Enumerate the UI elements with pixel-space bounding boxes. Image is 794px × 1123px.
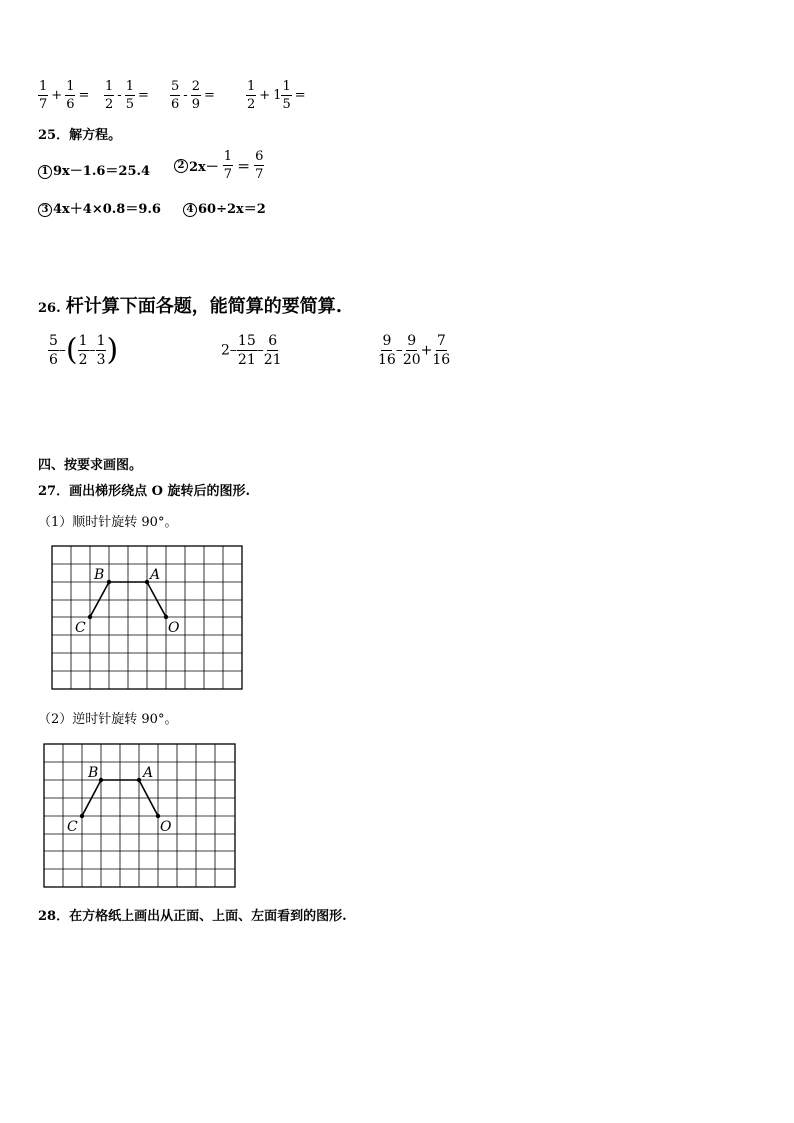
label-c: C xyxy=(75,620,86,636)
fraction: $\frac{5}{6}$ xyxy=(171,79,180,112)
point-b xyxy=(99,778,103,782)
grid-figure-2 xyxy=(34,736,246,892)
question-27-part-2: （2）逆时针旋转 90°。 xyxy=(38,712,178,727)
calc-expr-3: $\frac{9}{16}$ – $\frac{9}{20}$ + $\frac{7}{16}$ xyxy=(378,333,451,368)
label-b: B xyxy=(94,567,105,583)
equation-4: 4 60÷2x＝2 xyxy=(183,198,266,217)
calc-expr-2: 2– $\frac{15}{21}$ – $\frac{6}{21}$ xyxy=(221,333,282,368)
point-c xyxy=(80,814,84,818)
fraction: $\frac{15}{21}$ xyxy=(237,333,256,368)
question-27-part-1: （1）顺时针旋转 90°。 xyxy=(38,515,178,530)
label-a: A xyxy=(150,567,161,583)
fraction: $\frac{1}{2}$ xyxy=(105,79,114,112)
fraction: $\frac{5}{6}$ xyxy=(49,333,58,368)
fraction-expr-2: $\frac{1}{2}$ - $\frac{1}{5}$ = xyxy=(105,79,149,112)
point-a xyxy=(145,580,149,584)
label-c: C xyxy=(67,819,78,835)
section-4-title: 四、按要求画图。 xyxy=(38,458,143,473)
question-28-title: 28．在方格纸上画出从正面、上面、左面看到的图形. xyxy=(38,909,347,924)
fraction: $\frac{2}{9}$ xyxy=(191,79,200,112)
fraction-expr-1: $\frac{1}{7}$ + $\frac{1}{6}$ = xyxy=(39,79,90,112)
fraction: $\frac{1}{2}$ xyxy=(247,79,256,112)
fraction: $\frac{1}{7}$ xyxy=(39,79,48,112)
label-b: B xyxy=(88,765,99,781)
equation-3: 3 4x＋4×0.8＝9.6 xyxy=(38,198,161,217)
fraction: $\frac{1}{5}$ xyxy=(282,79,291,112)
point-a xyxy=(137,778,141,782)
label-o: O xyxy=(160,819,172,835)
fraction-expr-4: $\frac{1}{2}$ + 1 $\frac{1}{5}$ = xyxy=(247,79,306,112)
question-27-title: 27．画出梯形绕点 O 旋转后的图形. xyxy=(38,484,250,499)
equation-2: 2 2x－ $\frac{1}{7}$ ＝ $\frac{6}{7}$ xyxy=(174,150,264,181)
point-o xyxy=(156,814,160,818)
fraction: $\frac{1}{6}$ xyxy=(66,79,75,112)
label-o: O xyxy=(168,620,180,636)
fraction: $\frac{1}{2}$ xyxy=(78,333,88,368)
fraction-row xyxy=(38,80,338,112)
grid-figure-1 xyxy=(40,538,252,694)
label-a: A xyxy=(143,765,154,781)
grid-lines xyxy=(44,744,235,887)
fraction: $\frac{9}{20}$ xyxy=(402,333,421,368)
grid-lines xyxy=(52,546,242,689)
point-c xyxy=(88,615,92,619)
circled-number-3: 3 xyxy=(38,203,52,217)
point-o xyxy=(164,615,168,619)
fraction-expr-3: $\frac{5}{6}$ - $\frac{2}{9}$ = xyxy=(171,79,215,112)
circled-number-4: 4 xyxy=(183,203,197,217)
fraction: $\frac{1}{5}$ xyxy=(125,79,134,112)
circled-number-2: 2 xyxy=(174,159,188,173)
fraction: $\frac{6}{21}$ xyxy=(263,333,282,368)
fraction: $\frac{7}{16}$ xyxy=(432,333,451,368)
calc-expr-1: $\frac{5}{6}$ –( $\frac{1}{2}$ – $\frac{1}{3}$ ) xyxy=(49,332,119,368)
fraction: $\frac{9}{16}$ xyxy=(378,333,396,368)
equation-1: 1 9x－1.6＝25.4 xyxy=(38,160,150,179)
question-25-title: 25．解方程。 xyxy=(38,128,122,143)
point-b xyxy=(107,580,111,584)
fraction: $\frac{1}{7}$ xyxy=(223,149,233,182)
question-26-title: 26. 杆计算下面各题，能简算的要简算. xyxy=(38,296,342,317)
circled-number-1: 1 xyxy=(38,165,52,179)
fraction: $\frac{1}{3}$ xyxy=(96,333,106,368)
fraction: $\frac{6}{7}$ xyxy=(255,149,264,182)
